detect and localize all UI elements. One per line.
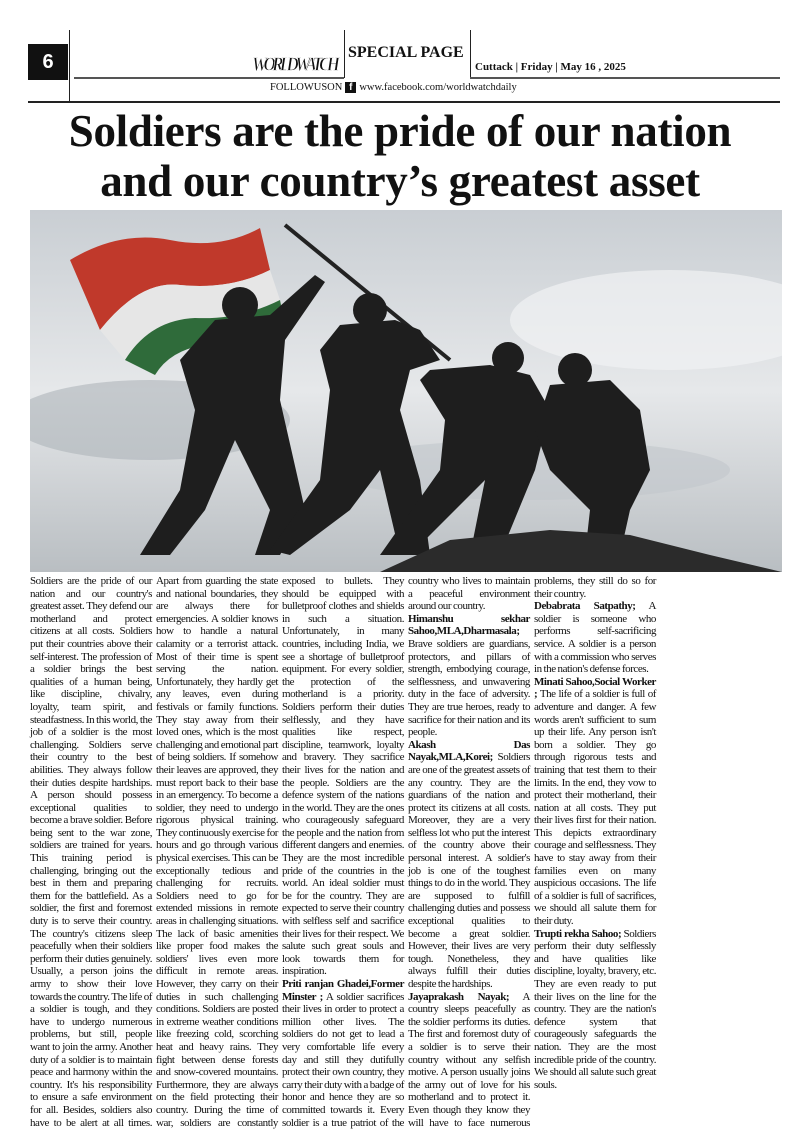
page-number <box>28 44 68 80</box>
article-body <box>30 575 782 1138</box>
divider <box>74 77 344 79</box>
quote-author: Akash Das Nayak,MLA,Korei; <box>408 738 530 764</box>
facebook-link[interactable]: www.facebook.com/worldwatchdaily <box>359 82 517 93</box>
follow-us-bar[interactable] <box>270 82 517 93</box>
quote-author: Minati Sahoo,Social Worker ; <box>534 675 656 701</box>
divider <box>470 77 780 79</box>
world-watch-logo <box>250 42 342 76</box>
quote-paragraph <box>534 676 656 928</box>
headline <box>20 106 780 206</box>
facebook-icon: f <box>345 82 356 93</box>
section-title: SPECIAL PAGE <box>348 44 464 61</box>
svg-text:WORLD WATCH: WORLD WATCH <box>252 53 340 76</box>
divider <box>470 30 471 78</box>
page-number-text: 6 <box>42 50 54 73</box>
divider <box>69 30 70 102</box>
quote-paragraph <box>534 928 656 1092</box>
quote-paragraph <box>534 600 656 676</box>
quote-paragraph <box>408 739 530 991</box>
quote-author: Jayaprakash Nayak; <box>408 990 510 1003</box>
quote-text: Soldiers are one of the greatest assets of any country. They are the guardians of the nation and protect its citizens at all costs. Moreover, they are a very selfless lot who put the interest of the country above their personal interest. A soldier's job is one of the toughest things to do in the world. They are supposed to fulfill challenging duties and possess exceptional qualities to become a great soldier. However, their lives are very tough. Nonetheless, they always fulfill their duties despite the hardships. <box>408 751 530 990</box>
quote-text: The life of a soldier is full of adventure and danger. A few words aren't sufficient to sum up their life. Any person isn't born a soldier. They go through rigorous tests and training that test them to their limits. In the end, they vow to protect their motherland, their nation at all costs. They put their lives first for their nation. This depicts extraordinary courage and selflessness. They have to stay away from their families even on many auspicious occasions. The life of a soldier is full of sacrifices, we should all salute them for their duty. <box>534 688 656 928</box>
quote-author: Debabrata Satpathy; <box>534 600 636 613</box>
quote-text: Soldiers perform their duty selflessly and have qualities like discipline, loyalty, bravery, etc. They are even ready to put their lives on the line for the country. They are the nation's defence system that courageously safeguards the nation. They are the most incredible pride of the country. We should all salute such great souls. <box>534 927 656 1091</box>
quote-author: Priti ranjan Ghadei,Former Minster ; <box>282 978 404 1003</box>
headline-line-2: and our country’s greatest asset <box>100 156 700 206</box>
divider <box>28 101 780 103</box>
quote-text: A country sleeps peacefully as the soldier performs its duties. The first and foremost duty of a soldier is to serve their country without any selfish motive. A person usually joins the army out of love for his motherland and to protect it. Even though they know they will have to face numerous problems, they still do so for their country. <box>408 575 656 1129</box>
quote-text: A soldier sacrifices their lives in order to protect a million other lives. The soldiers do not get to lead a very comfortable life every day and still they dutifully protect their own country, they carry their duty with a badge of honor and hence they are so committed towards it. Every soldier is a true patriot of the country who lives to maintain a peaceful environment around our country. <box>282 575 530 1129</box>
quote-paragraph <box>408 613 530 739</box>
soldiers-flag-photo <box>30 210 782 572</box>
quote-author: Himanshu sekhar Sahoo,MLA,Dharmasala; <box>408 612 530 638</box>
divider <box>344 30 345 78</box>
quote-text: A soldier is someone who performs self-sacrificing service. A soldier is a person with a commission who serves in the nation's defense forces. <box>534 600 656 676</box>
quote-text: Brave soldiers are guardians, protectors, and pillars of strength, embodying courage, selflessness, and unwavering duty in the face of adversity. They are true heroes, ready to sacrifice for their nation and its people. <box>408 637 530 739</box>
quote-author: Trupti rekha Sahoo; <box>534 927 622 940</box>
dateline: Cuttack | Friday | May 16 , 2025 <box>475 61 626 73</box>
follow-label: FOLLOWUSON <box>270 82 343 93</box>
headline-line-1: Soldiers are the pride of our nation <box>68 106 732 156</box>
article-intro: Soldiers are the pride of our nation and our country's greatest asset. They defend our motherland and protect citizens at all costs. Soldiers put their countries above their self-interest. The profession of a soldier brings the best qualities of a human being, like discipline, chivalry, loyalty, team spirit, and steadfastness. In this world, the job of a soldier is the most challenging. Soldiers serve their country to the best abilities. They always follow their duties despite hardships. A person should possess exceptional qualities to become a brave soldier. Before being sent to the war zone, soldiers are trained for years. This training period is challenging, bringing out the best in them and preparing them for the battlefield. As a soldier, the first and foremost duty is to serve their country. The country's citizens sleep peacefully when their soldiers perform their duties genuinely. Usually, a person joins the army to show their love towards the country. The life of a soldier is tough, and they have to undergo numerous problems, but still, people want to join the army. Another duty of a soldier is to maintain peace and harmony within the country. It's his responsibility to ensure a safe environment for all. Besides, soldiers also have to be alert at all times. Apart from guarding the state and national boundaries, they are always there for emergencies. A soldier knows how to handle a natural calamity or a terrorist attack. Most of their time is spent serving the nation. Unfortunately, they hardly get any leaves, even during festivals or family functions. They stay away from their loved ones, which is the most challenging and emotional part of being soldiers. If somehow their leaves are approved, they must report back to their base in an emergency. To become a soldier, they need to undergo rigorous physical training. They continuously exercise for hours and go through various physical exercises. This can be exceptionally tedious and challenging for recruits. Soldiers need to go for extended missions in remote areas in challenging situations. The lack of basic amenities like proper food makes the soldiers' lives even more difficult in remote areas. However, they carry on their duties in such challenging conditions. Soldiers are posted in extreme weather conditions like freezing cold, scorching heat and heavy rains. They fight between dense forests and snow-covered mountains. Furthermore, they are always on the field protecting their country. During the time of war, soldiers are constantly exposed to bullets. They should be equipped with bulletproof clothes and shields in such a situation. Unfortunately, in many countries, including India, we see a shortage of bulletproof equipment. For every soldier, the protection of the motherland is a priority. Soldiers perform their duties selflessly, and they have qualities like respect, discipline, teamwork, loyalty and bravery. They sacrifice their lives for the nation and the people. Soldiers are the defence system of the nations in the world. They are the ones who courageously safeguard the people and the nation from different dangers and enemies. They are the most incredible pride of the countries in the world. An ideal soldier must be for the country. They are expected to serve their country with selfless self and sacrifice their lives for their respect. We salute such great souls and look towards them for inspiration. <box>30 575 404 1129</box>
